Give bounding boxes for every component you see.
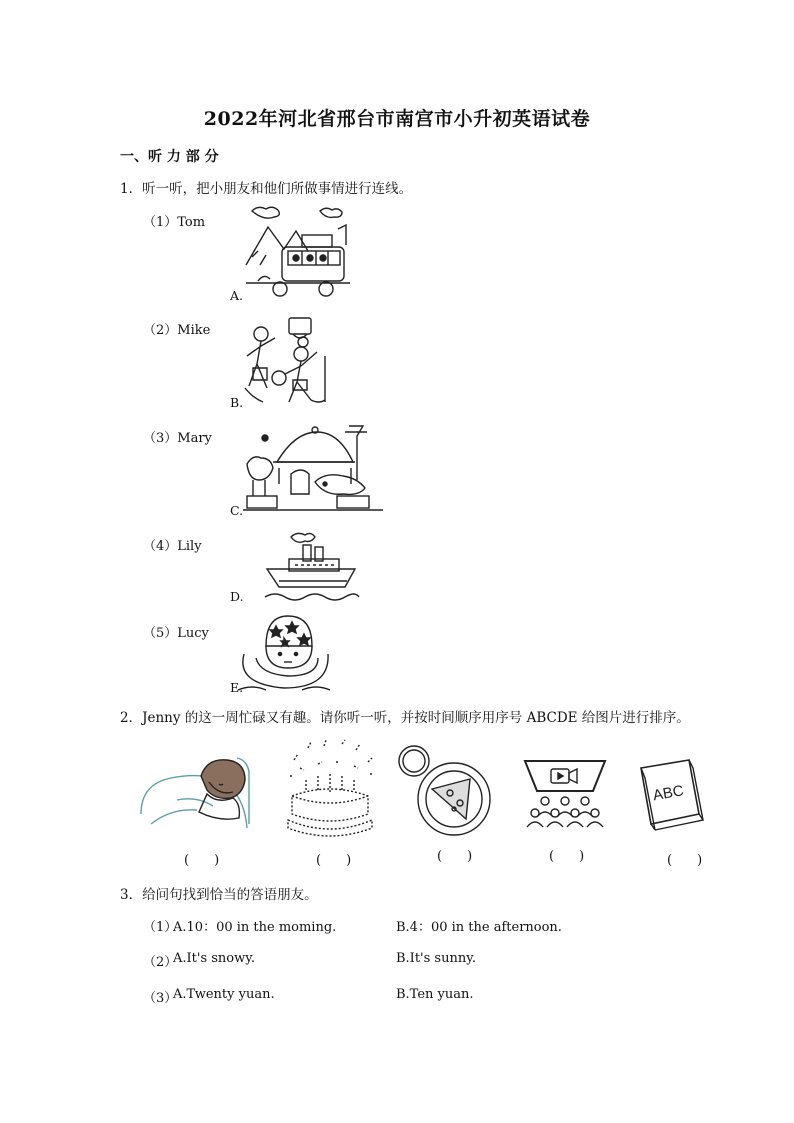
q3-row-1-option-a[interactable]: A.10：00 in the moming. bbox=[173, 920, 337, 935]
q3-row-2-option-a[interactable]: A.It's snowy. bbox=[173, 951, 256, 966]
q1-letter-b: B. bbox=[230, 395, 244, 410]
q1-letter-a: A. bbox=[230, 288, 244, 303]
q2-blank-3[interactable]: ( ) bbox=[437, 849, 479, 864]
question-3-prompt: 3．给问句找到恰当的答语朋友。 bbox=[120, 887, 318, 903]
q3-row-3-option-a[interactable]: A.Twenty yuan. bbox=[173, 987, 275, 1002]
q1-name-1: （1）Tom bbox=[143, 215, 206, 230]
q1-letter-c: C. bbox=[230, 503, 244, 518]
q1-name-5: （5）Lucy bbox=[143, 626, 209, 641]
basketball-players-icon bbox=[241, 316, 335, 408]
pizza-plate-icon bbox=[396, 743, 494, 839]
q3-row-1-number: （1） bbox=[143, 920, 178, 935]
car-trip-icon bbox=[244, 205, 350, 300]
q3-row-2-number: （2） bbox=[143, 955, 178, 970]
swimming-child-icon bbox=[238, 612, 330, 692]
q2-blank-5[interactable]: ( ) bbox=[667, 853, 709, 868]
movie-theater-icon bbox=[523, 757, 607, 829]
q2-blank-2[interactable]: ( ) bbox=[316, 853, 358, 868]
q1-letter-d: D. bbox=[230, 589, 244, 604]
ship-icon bbox=[265, 531, 359, 601]
q1-name-3: （3）Mary bbox=[143, 431, 212, 446]
q3-row-3-number: （3） bbox=[143, 991, 178, 1006]
q3-row-3-option-b[interactable]: B.Ten yuan. bbox=[396, 987, 474, 1002]
section-heading-listening: 一、听 力 部 分 bbox=[120, 149, 219, 165]
book-cover-text: ABC bbox=[651, 782, 685, 805]
q3-row-1-option-b[interactable]: B.4：00 in the afternoon. bbox=[396, 920, 562, 935]
q3-row-2-option-b[interactable]: B.It's sunny. bbox=[396, 951, 476, 966]
birthday-cake-icon bbox=[284, 740, 376, 836]
q2-blank-1[interactable]: ( ) bbox=[184, 853, 226, 868]
question-1-prompt: 1．听一听，把小朋友和他们所做事情进行连线。 bbox=[120, 181, 413, 197]
question-2-prompt: 2．Jenny 的这一周忙碌又有趣。请你听一听，并按时间顺序用序号 ABCDE 给图片进行排序。 bbox=[120, 710, 690, 726]
q2-blank-4[interactable]: ( ) bbox=[549, 849, 591, 864]
q1-name-2: （2）Mike bbox=[143, 323, 211, 338]
zoo-animals-icon bbox=[243, 424, 383, 514]
q1-name-4: （4）Lily bbox=[143, 539, 202, 554]
page-title: 2022年河北省邢台市南宫市小升初英语试卷 bbox=[203, 108, 591, 130]
abc-book-icon bbox=[637, 758, 709, 832]
q1-letter-e: E. bbox=[230, 680, 244, 695]
sleeping-girl-icon bbox=[137, 754, 255, 834]
